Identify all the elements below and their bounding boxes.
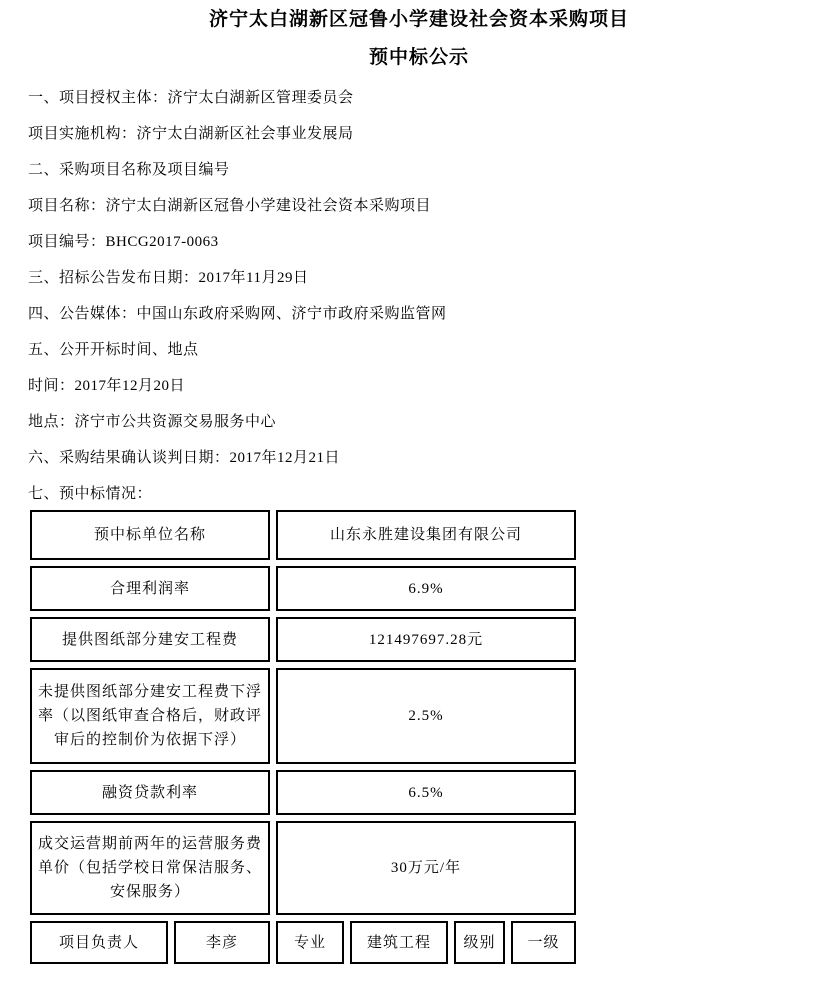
line-implementing-agency: 项目实施机构：济宁太白湖新区社会事业发展局 <box>28 126 354 142</box>
line-bid-opening-time: 时间：2017年12月20日 <box>28 378 186 394</box>
line-announcement-media: 四、公告媒体：中国山东政府采购网、济宁市政府采购监管网 <box>28 306 447 322</box>
line-project-number: 项目编号：BHCG2017-0063 <box>28 234 219 250</box>
table-row <box>30 921 576 964</box>
cell-operation-fee-value: 30万元/年 <box>276 821 576 915</box>
cell-construction-fee-value: 121497697.28元 <box>276 617 576 662</box>
table-row <box>30 821 576 915</box>
line-confirmation-date: 六、采购结果确认谈判日期：2017年12月21日 <box>28 450 341 466</box>
cell-grade-label: 级别 <box>454 921 505 964</box>
cell-construction-fee-label: 提供图纸部分建安工程费 <box>30 617 270 662</box>
line-project-authority: 一、项目授权主体：济宁太白湖新区管理委员会 <box>28 90 354 106</box>
cell-winner-label: 预中标单位名称 <box>30 510 270 560</box>
cell-downfloat-rate-label: 未提供图纸部分建安工程费下浮率（以图纸审查合格后，财政评审后的控制价为依据下浮） <box>30 668 270 764</box>
line-section-project-name: 二、采购项目名称及项目编号 <box>28 162 230 178</box>
cell-profit-rate-value: 6.9% <box>276 566 576 611</box>
table-row <box>30 566 576 611</box>
cell-loan-rate-value: 6.5% <box>276 770 576 815</box>
line-section-pre-award: 七、预中标情况： <box>28 486 153 502</box>
cell-downfloat-rate-value: 2.5% <box>276 668 576 764</box>
cell-manager-name: 李彦 <box>174 921 270 964</box>
line-section-bid-opening: 五、公开开标时间、地点 <box>28 342 199 358</box>
cell-specialty-value: 建筑工程 <box>350 921 448 964</box>
line-announcement-date: 三、招标公告发布日期：2017年11月29日 <box>28 270 309 286</box>
cell-winner-value: 山东永胜建设集团有限公司 <box>276 510 576 560</box>
table-row <box>30 510 576 560</box>
cell-specialty-label: 专业 <box>276 921 344 964</box>
cell-loan-rate-label: 融资贷款利率 <box>30 770 270 815</box>
bid-result-table <box>24 504 582 970</box>
line-bid-opening-place: 地点：济宁市公共资源交易服务中心 <box>28 414 277 430</box>
line-project-name: 项目名称：济宁太白湖新区冠鲁小学建设社会资本采购项目 <box>28 198 432 214</box>
page-title: 济宁太白湖新区冠鲁小学建设社会资本采购项目 <box>208 9 629 30</box>
cell-manager-label: 项目负责人 <box>30 921 168 964</box>
cell-grade-value: 一级 <box>511 921 576 964</box>
table-row <box>30 770 576 815</box>
cell-profit-rate-label: 合理利润率 <box>30 566 270 611</box>
table-row <box>30 668 576 764</box>
table-row <box>30 617 576 662</box>
cell-operation-fee-label: 成交运营期前两年的运营服务费单价（包括学校日常保洁服务、安保服务） <box>30 821 270 915</box>
page-subtitle: 预中标公示 <box>368 47 469 68</box>
